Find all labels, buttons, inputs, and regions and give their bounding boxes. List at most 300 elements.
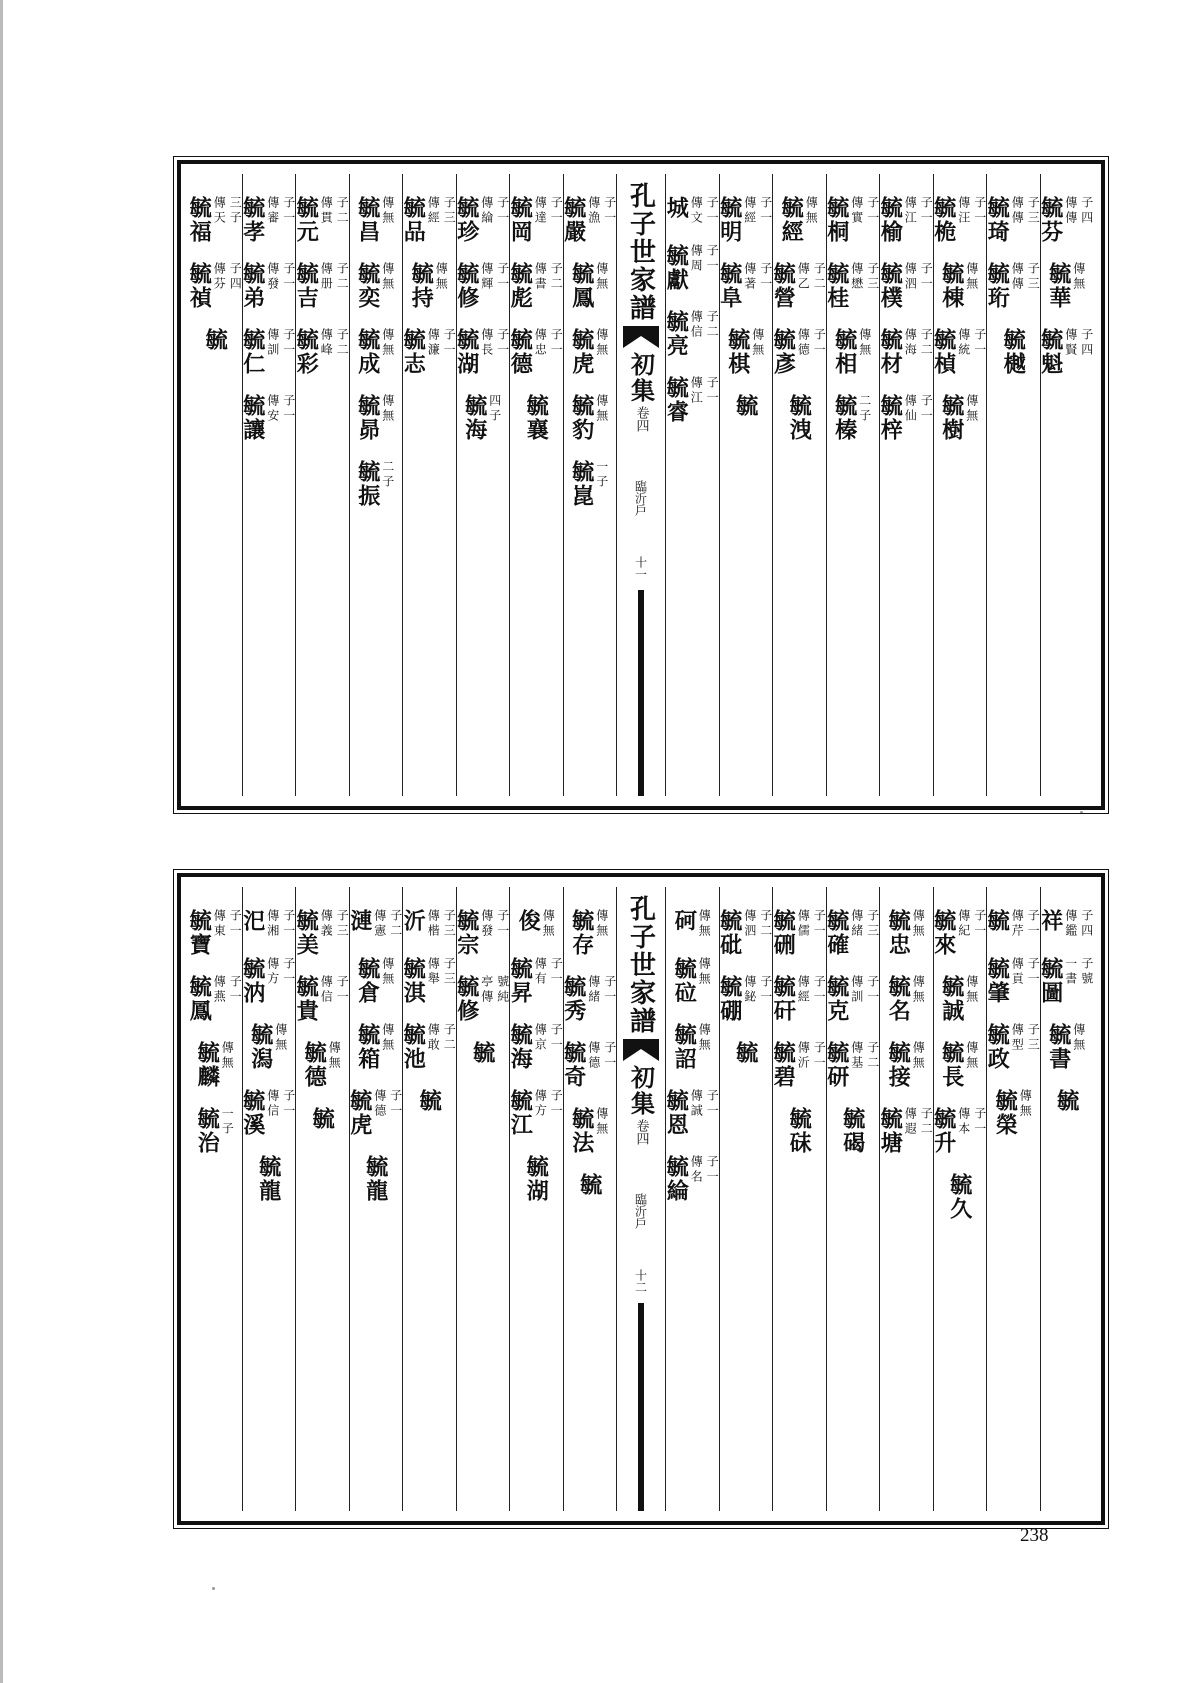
text-column bbox=[402, 887, 456, 1511]
page-columns bbox=[186, 174, 1094, 796]
annotation-note: 子一 bbox=[281, 1089, 296, 1119]
person-name: 毓宗 bbox=[453, 909, 480, 957]
annotation-note: 傳舉 bbox=[426, 957, 441, 987]
text-column bbox=[295, 174, 349, 796]
person-name: 毓鳳 bbox=[186, 975, 213, 1023]
person-name: 毓溪 bbox=[239, 1089, 266, 1137]
person-name: 毓奇 bbox=[560, 1041, 587, 1089]
annotation-note: 傳審 bbox=[265, 196, 280, 226]
annotation-note: 子二 bbox=[335, 328, 350, 358]
fishtail-mark bbox=[623, 1039, 659, 1061]
annotation-note: 子一 bbox=[495, 196, 510, 226]
annotation-note: 傳無 bbox=[380, 394, 395, 424]
person-name: 毓矸 bbox=[770, 975, 797, 1023]
annotation-note: 傳燕 bbox=[212, 975, 227, 1005]
annotation-note: 四子 bbox=[487, 394, 502, 424]
annotation-note: 傳憲 bbox=[372, 909, 387, 939]
annotation-note: 傳經 bbox=[742, 196, 757, 226]
annotation-note: 傳文 bbox=[689, 196, 704, 226]
annotation-note: 子二 bbox=[705, 310, 720, 340]
person-entry bbox=[665, 244, 719, 292]
person-name: 毓砒 bbox=[716, 909, 743, 957]
annotation-note: 傳貫 bbox=[319, 196, 334, 226]
person-entry bbox=[188, 909, 242, 957]
annotation-note: 傳無 bbox=[380, 328, 395, 358]
person-name: 毓倉 bbox=[354, 957, 381, 1005]
person-entry bbox=[772, 328, 826, 376]
person-name: 毓仁 bbox=[239, 328, 266, 376]
person-name: 毓獻 bbox=[663, 244, 690, 292]
person-entry bbox=[188, 262, 242, 310]
page-edge bbox=[0, 0, 3, 1683]
person-name: 毓珩 bbox=[984, 262, 1011, 310]
person-entry bbox=[930, 328, 987, 376]
annotation-note: 子一 bbox=[705, 1155, 720, 1185]
person-name: 毓美 bbox=[293, 909, 320, 957]
person-name: 毓明 bbox=[716, 196, 743, 244]
person-name: 毓研 bbox=[823, 1041, 850, 1089]
person-name: 毓桐 bbox=[823, 196, 850, 244]
annotation-note: 傳綸 bbox=[479, 196, 494, 226]
annotation-note: 傳懋 bbox=[849, 262, 864, 292]
annotation-note: 傳無 bbox=[434, 262, 449, 292]
person-name: 毓榆 bbox=[877, 196, 904, 244]
annotation-note: 傳無 bbox=[964, 1041, 979, 1071]
annotation-note: 傳無 bbox=[380, 957, 395, 987]
person-entry bbox=[732, 1041, 759, 1065]
annotation-note: 傳無 bbox=[327, 1041, 342, 1071]
annotation-note: 傳汪 bbox=[956, 196, 971, 226]
person-entry bbox=[673, 909, 711, 939]
annotation-note: 傳發 bbox=[479, 909, 494, 939]
annotation-note: 子四 bbox=[228, 262, 243, 292]
person-name: 毓琦 bbox=[984, 196, 1011, 244]
text-column bbox=[349, 174, 403, 796]
person-entry bbox=[461, 394, 502, 442]
annotation-note: 子一 bbox=[228, 975, 243, 1005]
annotation-note: 傳乙 bbox=[796, 262, 811, 292]
text-column bbox=[1037, 887, 1094, 1511]
person-entry bbox=[402, 196, 456, 244]
person-name: 毓池 bbox=[400, 1023, 427, 1071]
person-name: 毓梓 bbox=[877, 394, 904, 442]
annotation-note: 子一 bbox=[602, 975, 617, 1005]
text-column bbox=[560, 174, 617, 796]
text-column bbox=[1037, 174, 1094, 796]
person-entry bbox=[453, 975, 510, 1023]
person-name: 毓忠 bbox=[885, 909, 912, 957]
person-name: 毓龍 bbox=[362, 1155, 389, 1203]
person-entry bbox=[772, 909, 826, 957]
annotation-note: 傳峰 bbox=[319, 328, 334, 358]
person-entry bbox=[879, 394, 933, 442]
person-entry bbox=[986, 196, 1040, 244]
spine-house: 臨沂戶 bbox=[633, 1193, 648, 1229]
text-column bbox=[346, 887, 403, 1511]
annotation-note: 子一 bbox=[865, 975, 880, 1005]
person-entry bbox=[732, 394, 759, 418]
person-entry bbox=[986, 262, 1040, 310]
spine-leaf-number: 十一 bbox=[633, 556, 648, 580]
person-name: 毓長 bbox=[938, 1041, 965, 1089]
annotation-note: 傳周 bbox=[689, 244, 704, 274]
annotation-note: 傳仙 bbox=[903, 394, 918, 424]
text-column bbox=[986, 887, 1040, 1511]
text-column bbox=[930, 887, 987, 1511]
person-name: 毓碧 bbox=[770, 1041, 797, 1089]
page-columns bbox=[186, 887, 1094, 1511]
person-entry bbox=[879, 196, 933, 244]
person-entry bbox=[887, 1041, 925, 1089]
person-entry bbox=[994, 1089, 1032, 1137]
text-column bbox=[665, 887, 719, 1511]
annotation-note: 子一 bbox=[919, 262, 934, 292]
person-entry bbox=[772, 975, 826, 1023]
annotation-note: 傳緒 bbox=[849, 909, 864, 939]
annotation-note: 子四 bbox=[1079, 909, 1094, 939]
annotation-note: 傳傳 bbox=[1010, 262, 1025, 292]
annotation-note: 傳無 bbox=[964, 975, 979, 1005]
annotation-note: 子二 bbox=[812, 262, 827, 292]
person-name: 毓汭 bbox=[239, 957, 266, 1005]
annotation-note: 傳德 bbox=[796, 328, 811, 358]
annotation-note: 子二 bbox=[919, 328, 934, 358]
annotation-note: 傳無 bbox=[804, 196, 819, 226]
person-entry bbox=[786, 394, 813, 442]
person-entry bbox=[1037, 909, 1094, 939]
person-name: 毓彩 bbox=[293, 328, 320, 376]
person-entry bbox=[402, 1023, 456, 1071]
person-name: 毓湖 bbox=[453, 328, 480, 376]
person-entry bbox=[887, 975, 925, 1023]
person-name: 毓桂 bbox=[823, 262, 850, 310]
annotation-note: 傳無 bbox=[220, 1041, 235, 1071]
text-column bbox=[560, 887, 617, 1511]
person-entry bbox=[1045, 262, 1086, 310]
annotation-note: 子三 bbox=[865, 909, 880, 939]
annotation-note: 子一 bbox=[495, 262, 510, 292]
annotation-note: 傳名 bbox=[689, 1155, 704, 1185]
annotation-note: 傳無 bbox=[594, 262, 609, 292]
person-name: 毓洩 bbox=[786, 394, 813, 442]
annotation-note: 子二 bbox=[919, 1107, 934, 1137]
person-entry bbox=[879, 1107, 933, 1155]
person-entry bbox=[453, 196, 510, 244]
person-entry bbox=[568, 394, 609, 442]
person-entry bbox=[665, 376, 719, 424]
annotation-note: 傳無 bbox=[697, 1023, 712, 1053]
annotation-note: 子號 bbox=[1079, 957, 1094, 987]
annotation-note: 子一 bbox=[865, 196, 880, 226]
annotation-note: 子一 bbox=[1026, 957, 1041, 987]
person-entry bbox=[354, 460, 395, 508]
person-entry bbox=[1053, 1089, 1080, 1113]
person-entry bbox=[346, 909, 403, 939]
person-name: 毓來 bbox=[930, 909, 957, 957]
annotation-note: 傳無 bbox=[1071, 1023, 1086, 1053]
annotation-note: 子三 bbox=[865, 262, 880, 292]
annotation-note: 子一 bbox=[549, 196, 564, 226]
person-name: 毓 bbox=[202, 328, 229, 352]
person-name: 毓 bbox=[984, 909, 1011, 933]
person-entry bbox=[354, 1023, 395, 1071]
annotation-note: 傳統 bbox=[956, 328, 971, 358]
person-entry bbox=[295, 975, 349, 1023]
annotation-note: 傳達 bbox=[533, 196, 548, 226]
annotation-note: 一子 bbox=[220, 1107, 235, 1137]
annotation-note: 傳忠 bbox=[533, 328, 548, 358]
person-entry bbox=[946, 1173, 973, 1221]
person-name: 毓棋 bbox=[724, 328, 751, 376]
person-entry bbox=[716, 262, 773, 310]
person-name: 毓振 bbox=[354, 460, 381, 508]
person-entry bbox=[823, 1041, 880, 1089]
annotation-note: 子一 bbox=[919, 394, 934, 424]
annotation-note: 傳信 bbox=[689, 310, 704, 340]
person-name: 毓箱 bbox=[354, 1023, 381, 1071]
person-entry bbox=[568, 460, 609, 508]
spine-title: 孔子世家譜 bbox=[625, 182, 656, 322]
person-name: 毓 bbox=[469, 1041, 496, 1065]
annotation-note: 二子 bbox=[380, 460, 395, 490]
person-entry bbox=[986, 957, 1040, 1005]
person-entry bbox=[295, 328, 349, 376]
spine-house: 臨沂戶 bbox=[633, 480, 648, 516]
text-column bbox=[823, 174, 880, 796]
genealogy-page-bottom bbox=[177, 873, 1105, 1525]
annotation-note: 子一 bbox=[812, 909, 827, 939]
text-column bbox=[879, 887, 933, 1511]
annotation-note: 子一 bbox=[972, 328, 987, 358]
person-name: 漣 bbox=[346, 909, 373, 933]
annotation-note: 傳德 bbox=[372, 1089, 387, 1119]
annotation-note: 傳輝 bbox=[479, 262, 494, 292]
annotation-note: 傳信 bbox=[319, 975, 334, 1005]
annotation-note: 子一 bbox=[388, 1089, 403, 1119]
person-entry bbox=[1037, 957, 1094, 1005]
annotation-note: 傳京 bbox=[533, 1023, 548, 1053]
annotation-note: 子一 bbox=[812, 975, 827, 1005]
annotation-note: 子一 bbox=[549, 1023, 564, 1053]
person-entry bbox=[354, 328, 395, 376]
annotation-note: 傳遐 bbox=[903, 1107, 918, 1137]
person-name: 毓名 bbox=[885, 975, 912, 1023]
annotation-note: 傳賢 bbox=[1063, 328, 1078, 358]
person-entry bbox=[716, 196, 773, 244]
person-name: 毓淇 bbox=[400, 957, 427, 1005]
person-entry bbox=[665, 1155, 719, 1203]
person-name: 毓棟 bbox=[938, 262, 965, 310]
annotation-note: 傳經 bbox=[426, 196, 441, 226]
annotation-note: 傳無 bbox=[380, 262, 395, 292]
annotation-note: 傳無 bbox=[964, 394, 979, 424]
person-name: 毓肇 bbox=[984, 957, 1011, 1005]
annotation-note: 傳天 bbox=[212, 196, 227, 226]
annotation-note: 傳漁 bbox=[586, 196, 601, 226]
person-entry bbox=[1000, 328, 1027, 376]
person-entry bbox=[295, 196, 349, 244]
person-entry bbox=[354, 196, 395, 244]
spine-volume: 初集 bbox=[626, 352, 656, 404]
person-name: 毓德 bbox=[507, 328, 534, 376]
annotation-note: 傳經 bbox=[796, 975, 811, 1005]
person-name: 毓硎 bbox=[770, 909, 797, 957]
person-name: 毓鳳 bbox=[568, 262, 595, 310]
annotation-note: 子一 bbox=[812, 1041, 827, 1071]
text-column bbox=[879, 174, 933, 796]
annotation-note: 傳無 bbox=[697, 957, 712, 987]
spine-title: 孔子世家譜 bbox=[625, 895, 656, 1035]
annotation-note: 子一 bbox=[602, 196, 617, 226]
person-entry bbox=[295, 262, 349, 310]
annotation-note: 傳貢 bbox=[1010, 957, 1025, 987]
text-column bbox=[186, 174, 243, 796]
annotation-note: 傳誠 bbox=[689, 1089, 704, 1119]
annotation-note: 傳濂 bbox=[426, 328, 441, 358]
annotation-note: 傳傳 bbox=[1063, 196, 1078, 226]
person-entry bbox=[938, 975, 979, 1023]
annotation-note: 子二 bbox=[549, 262, 564, 292]
person-name: 毓樸 bbox=[877, 262, 904, 310]
annotation-note: 子三 bbox=[442, 909, 457, 939]
annotation-note: 傳鉍 bbox=[742, 975, 757, 1005]
text-column bbox=[453, 887, 510, 1511]
annotation-note: 子一 bbox=[228, 909, 243, 939]
person-name: 毓彪 bbox=[507, 262, 534, 310]
scan-speck bbox=[1080, 811, 1083, 814]
person-name: 毓嚴 bbox=[560, 196, 587, 244]
person-name: 毓阜 bbox=[716, 262, 743, 310]
person-name: 毓營 bbox=[770, 262, 797, 310]
person-name: 俊 bbox=[515, 909, 542, 933]
person-name: 毓 bbox=[732, 394, 759, 418]
text-column bbox=[295, 887, 349, 1511]
annotation-note: 傳長 bbox=[479, 328, 494, 358]
person-name: 毓龍 bbox=[255, 1155, 282, 1203]
annotation-note: 傳泗 bbox=[903, 262, 918, 292]
annotation-note: 傳著 bbox=[742, 262, 757, 292]
person-name: 毓德 bbox=[301, 1041, 328, 1089]
person-entry bbox=[354, 957, 395, 1005]
person-entry bbox=[724, 328, 765, 376]
person-entry bbox=[986, 909, 1040, 939]
person-entry bbox=[780, 196, 818, 244]
person-entry bbox=[402, 957, 456, 1005]
person-name: 毓材 bbox=[877, 328, 904, 376]
annotation-note: 子一 bbox=[705, 244, 720, 274]
person-entry bbox=[202, 328, 229, 352]
annotation-note: 傳册 bbox=[319, 262, 334, 292]
annotation-note: 子一 bbox=[602, 1041, 617, 1071]
person-entry bbox=[839, 1107, 866, 1155]
person-entry bbox=[1037, 196, 1094, 244]
person-entry bbox=[560, 975, 617, 1023]
annotation-note: 子三 bbox=[1026, 1023, 1041, 1053]
annotation-note: 子一 bbox=[972, 909, 987, 939]
person-name: 毓麟 bbox=[194, 1041, 221, 1089]
annotation-note: 傳無 bbox=[750, 328, 765, 358]
person-entry bbox=[930, 1107, 987, 1155]
annotation-note: 三子 bbox=[228, 196, 243, 226]
person-entry bbox=[823, 196, 880, 244]
annotation-note: 子二 bbox=[335, 262, 350, 292]
person-name: 毓圖 bbox=[1037, 957, 1064, 1005]
person-name: 毓詔 bbox=[671, 1023, 698, 1071]
person-name: 毓珍 bbox=[453, 196, 480, 244]
person-entry bbox=[239, 1089, 296, 1137]
person-entry bbox=[402, 909, 456, 939]
annotation-note: 傳無 bbox=[1018, 1089, 1033, 1119]
person-entry bbox=[568, 262, 609, 310]
person-entry bbox=[303, 1041, 341, 1089]
annotation-note: 傳楷 bbox=[426, 909, 441, 939]
annotation-note: 一書 bbox=[1063, 957, 1078, 987]
person-name: 毓襄 bbox=[523, 394, 550, 442]
person-name: 毓樾 bbox=[1000, 328, 1027, 376]
text-column bbox=[930, 174, 987, 796]
annotation-note: 子一 bbox=[281, 909, 296, 939]
annotation-note: 子四 bbox=[1079, 196, 1094, 226]
annotation-note: 傳書 bbox=[533, 262, 548, 292]
text-column bbox=[716, 887, 773, 1511]
text-column bbox=[772, 887, 826, 1511]
annotation-note: 傳無 bbox=[594, 909, 609, 939]
person-name: 毓碣 bbox=[839, 1107, 866, 1155]
person-entry bbox=[239, 909, 296, 939]
person-name: 毓禎 bbox=[186, 262, 213, 310]
person-entry bbox=[665, 310, 719, 358]
person-name: 毓彥 bbox=[770, 328, 797, 376]
person-name: 毓崑 bbox=[568, 460, 595, 508]
person-entry bbox=[309, 1107, 336, 1131]
annotation-note: 子三 bbox=[1026, 262, 1041, 292]
person-name: 城 bbox=[663, 196, 690, 220]
scan-speck bbox=[212, 1587, 215, 1590]
center-spine bbox=[616, 887, 665, 1511]
person-name: 毓奕 bbox=[354, 262, 381, 310]
annotation-note: 傳基 bbox=[849, 1041, 864, 1071]
annotation-note: 子一 bbox=[1026, 909, 1041, 939]
person-entry bbox=[188, 975, 242, 1023]
annotation-note: 子一 bbox=[758, 262, 773, 292]
annotation-note: 傳海 bbox=[903, 328, 918, 358]
annotation-note: 傳無 bbox=[273, 1023, 288, 1053]
person-name: 毓 bbox=[416, 1089, 443, 1113]
annotation-note: 一子 bbox=[594, 460, 609, 490]
text-column bbox=[716, 174, 773, 796]
annotation-note: 傳無 bbox=[964, 262, 979, 292]
annotation-note: 傳芬 bbox=[212, 262, 227, 292]
person-name: 汜 bbox=[239, 909, 266, 933]
person-entry bbox=[295, 909, 349, 957]
person-entry bbox=[509, 196, 563, 244]
person-name: 毓相 bbox=[831, 328, 858, 376]
person-name: 毓誠 bbox=[938, 975, 965, 1023]
person-name: 毓寶 bbox=[186, 909, 213, 957]
person-name: 毓砞 bbox=[786, 1107, 813, 1155]
annotation-note: 子一 bbox=[281, 957, 296, 987]
person-name: 毓持 bbox=[408, 262, 435, 310]
person-entry bbox=[453, 262, 510, 310]
person-entry bbox=[673, 1023, 711, 1071]
person-name: 毓魁 bbox=[1037, 328, 1064, 376]
person-name: 毓江 bbox=[507, 1089, 534, 1137]
annotation-note: 子一 bbox=[281, 262, 296, 292]
person-entry bbox=[716, 909, 773, 957]
annotation-note: 子一 bbox=[495, 328, 510, 358]
text-column bbox=[509, 174, 563, 796]
annotation-note: 傳德 bbox=[586, 1041, 601, 1071]
